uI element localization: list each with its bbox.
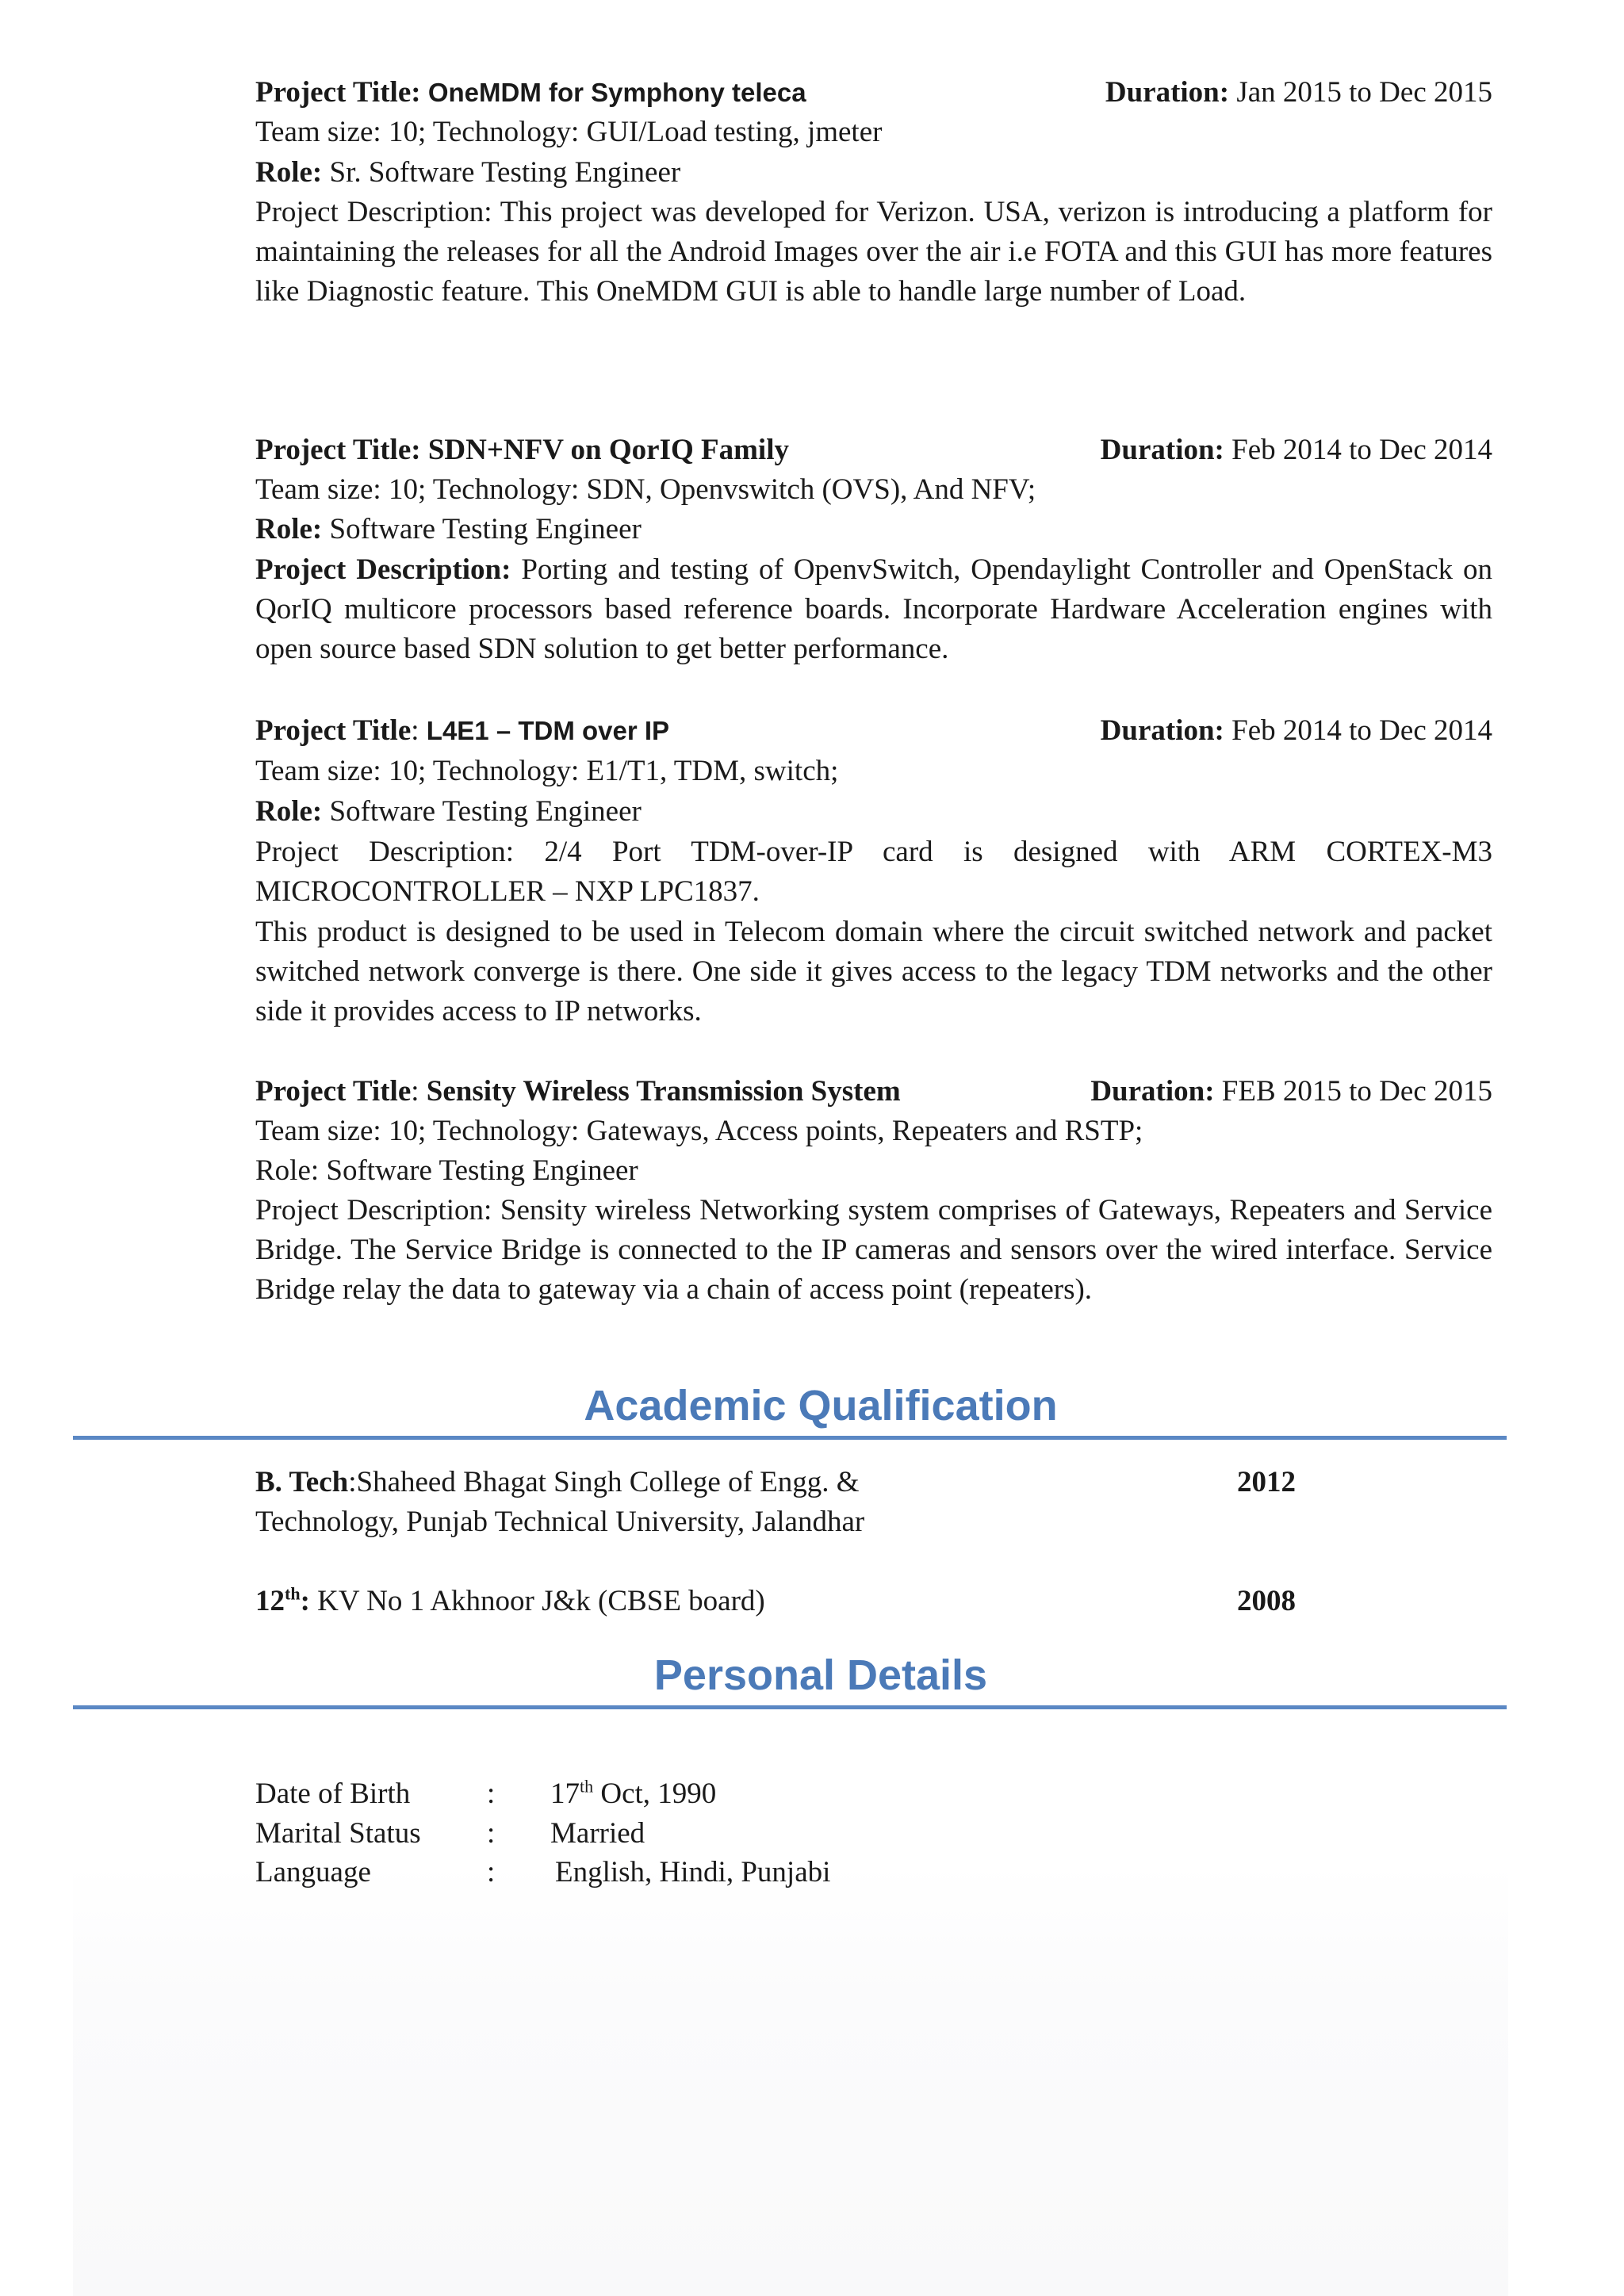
marital-value: Married [550,1817,645,1850]
project-team: Team size: 10; Technology: Gateways, Access points, Repeaters and RSTP; [255,1115,1143,1147]
description-label: Project Description: [255,553,511,586]
academic-entry-btech [255,1463,860,1502]
title-separator: : [411,1075,419,1108]
dob-superscript: th [580,1776,594,1797]
duration-label: Duration: [1105,76,1230,109]
project-team: Team size: 10; Technology: GUI/Load testing, jmeter [255,116,883,148]
title-separator: : [411,714,419,747]
dob-rest: Oct, 1990 [593,1777,717,1810]
language-label: Language [255,1856,371,1888]
project-title-line [255,73,806,113]
academic-divider [73,1436,1507,1440]
project-title: L4E1 – TDM over IP [426,716,670,745]
academic-heading: Academic Qualification [584,1382,1058,1429]
duration-label: Duration: [1100,434,1224,466]
institution-line2: Technology, Punjab Technical University, Jalandhar [255,1506,865,1538]
institution-line1: KV No 1 Akhnoor J&k (CBSE board) [317,1585,765,1617]
description-text: Porting and testing of OpenvSwitch, Opendaylight Controller and OpenStack on QorIQ multicore processors based reference boards. Incorporate Hardware Acceleration engines with open source based SDN solution to get better performance. [255,553,1492,665]
project-description: Project Description: Sensity wireless Networking system comprises of Gateways, Repeaters and Service Bridge. The Service Bridge is connected to the IP cameras and sensors over the wired interface. Service Bridge relay the data to gateway via a chain of access point (repeaters). [255,1194,1492,1306]
personal-divider [73,1705,1507,1709]
academic-year: 2008 [1237,1585,1296,1617]
degree-label: B. Tech [255,1466,349,1498]
marital-colon: : [487,1817,496,1850]
project-title-line [255,711,669,751]
page-background-panel [73,1863,1508,2296]
duration-value: Feb 2014 to Dec 2014 [1231,714,1492,747]
project-description: Project Description: 2/4 Port TDM-over-IP card is designed with ARM CORTEX-M3 MICROCONTROLLER – NXP LPC1837. [255,836,1492,908]
degree-separator: : [300,1585,310,1617]
degree-separator: : [348,1466,357,1498]
academic-entry-12th [255,1582,765,1621]
project-title-line [255,430,789,470]
dob-colon: : [487,1777,496,1810]
project-description: Project Description: This project was developed for Verizon. USA, verizon is introducing a platform for maintaining the releases for all the Android Images over the air i.e FOTA and this GUI has more features like Diagnostic feature. This OneMDM GUI is able to handle large number of Load. [255,196,1492,308]
project-duration [1101,711,1492,751]
dob-day: 17 [550,1777,580,1810]
project-title: SDN+NFV on QorIQ Family [427,434,789,466]
degree-superscript: th [285,1583,301,1604]
project-team: Team size: 10; Technology: E1/T1, TDM, switch; [255,755,839,787]
project-duration [1105,73,1492,113]
project-title-label: Project Title [255,1075,412,1108]
role-value: Software Testing Engineer [329,795,642,828]
degree-label [255,1585,310,1617]
marital-label: Marital Status [255,1817,421,1850]
academic-year: 2012 [1237,1466,1296,1498]
project-title: Sensity Wireless Transmission System [426,1075,901,1108]
duration-label: Duration: [1100,714,1224,747]
project-role [255,153,680,193]
duration-label: Duration: [1090,1075,1215,1108]
project-description-continued: This product is designed to be used in Telecom domain where the circuit switched network and packet switched network converge is there. One side it gives access to the legacy TDM networks and the other side it provides access to IP networks. [255,916,1492,1027]
project-title-label: Project Title: [255,434,421,466]
project-duration [1090,1072,1492,1112]
dob-value [550,1774,716,1814]
role-label: Role: [255,156,323,189]
degree-number: 12 [255,1585,285,1617]
personal-heading: Personal Details [653,1651,988,1699]
role-label: Role: [255,513,323,545]
role-value: Sr. Software Testing Engineer [329,156,681,189]
project-role [255,510,642,549]
project-title: OneMDM for Symphony teleca [427,78,806,107]
dob-label: Date of Birth [255,1777,411,1810]
role-label: Role: [255,795,323,828]
project-role [255,792,642,832]
project-title-label: Project Title [255,714,412,747]
institution-line1: Shaheed Bhagat Singh College of Engg. & [356,1466,860,1498]
duration-value: FEB 2015 to Dec 2015 [1221,1075,1492,1108]
project-description [255,550,1492,669]
language-colon: : [487,1856,496,1888]
project-duration [1101,430,1492,470]
duration-value: Jan 2015 to Dec 2015 [1236,76,1492,109]
project-role: Role: Software Testing Engineer [255,1154,638,1187]
duration-value: Feb 2014 to Dec 2014 [1231,434,1492,466]
language-value: English, Hindi, Punjabi [555,1856,831,1888]
project-title-line [255,1072,901,1112]
role-value: Software Testing Engineer [329,513,642,545]
project-team: Team size: 10; Technology: SDN, Openvswitch (OVS), And NFV; [255,473,1036,506]
project-title-label: Project Title: [255,76,421,109]
